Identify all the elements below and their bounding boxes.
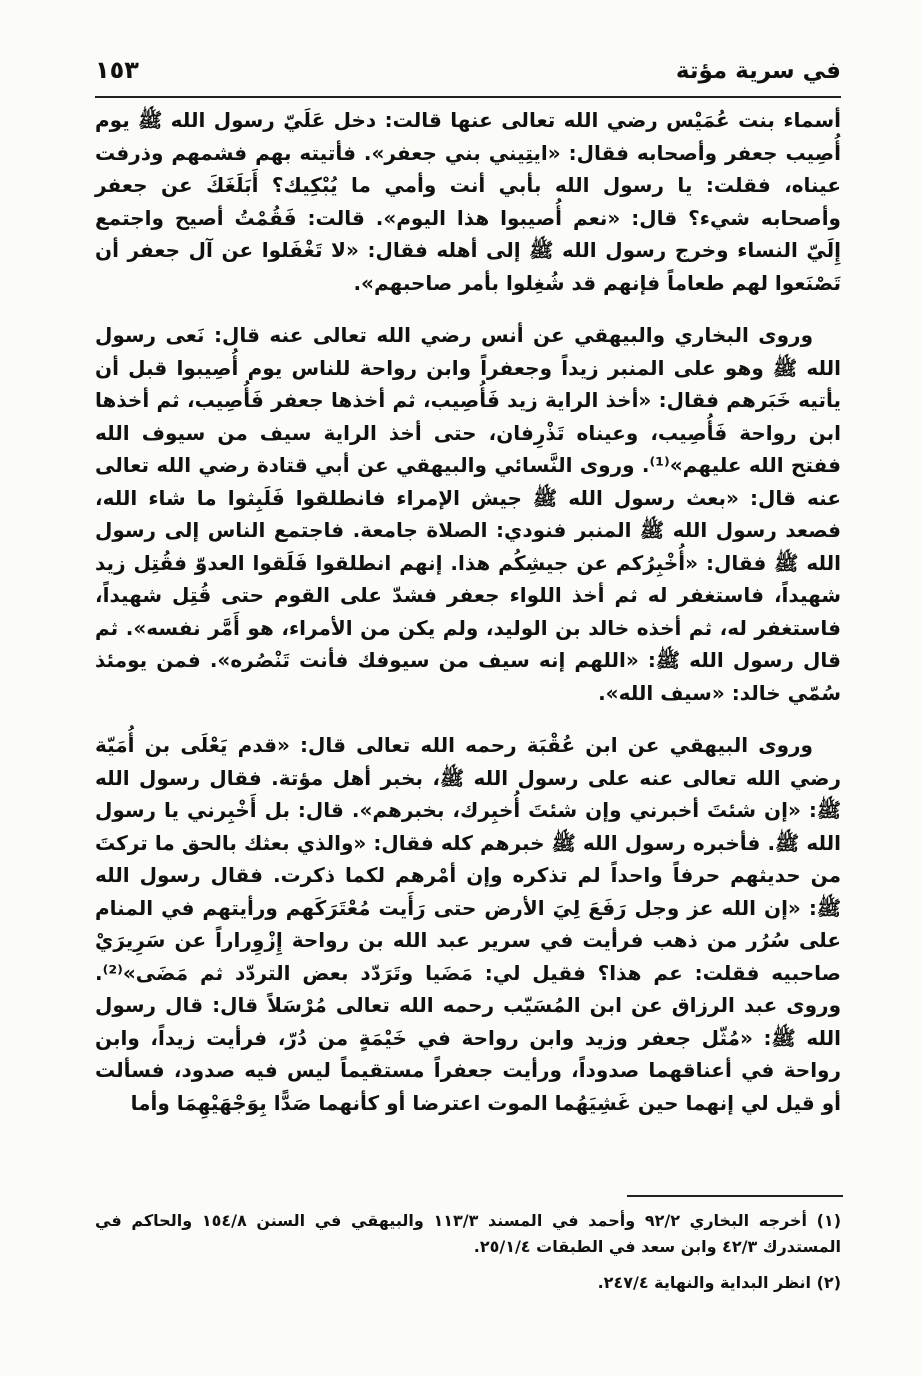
paragraph: وروى البخاري والبيهقي عن أنس رضي الله تعالى عنه قال: نَعى رسول الله ﷺ وهو على المنبر زيداً وجعفراً وابن رواحة للناس يوم أُصِيبوا قبل أن يأتيه خَبَرهم فقال: «أخذ الراية زيد فَأُصِيب، ثم أخذها جعفر فَأُصِيب، ثم أخذها ابن رواحة فَأُصِيب، وعيناه تَذْرِفان، حتى أخذ الراية سيف من سيوف الله ففتح الله عليهم»⁽¹⁾. وروى النَّسائي والبيهقي عن أبي قتادة رضي الله تعالى عنه قال: «بعث رسول الله ﷺ جيش الإمراء فانطلقوا فَلَبِثوا ما شاء الله، فصعد رسول الله ﷺ المنبر فنودي: الصلاة جامعة. فاجتمع الناس إلى رسول الله ﷺ فقال: «أُخْبِرُكم عن جيشِكُم هذا. إنهم انطلقوا فَلَقوا العدوّ فقُتِل زيد شهيداً، فاستغفر له ثم أخذ اللواء جعفر فشدّ على القوم حتى قُتِل شهيداً، فاستغفر له، ثم أخذه خالد بن الوليد، ولم يكن من الأمراء، هو أَمَّر نفسه». ثم قال رسول الله ﷺ: «اللهم إنه سيف من سيوفك فأنت تَنْصُره». فمن يومئذ سُمّي خالد: «سيف الله». [95,323,841,705]
running-title: في سرية مؤتة [675,58,841,84]
footnote: (١) أخرجه البخاري ٩٢/٢ وأحمد في المسند ١١٣/٣ والبيهقي في السنن ١٥٤/٨ والحاكم في المستدرك ٤٢/٣ وابن سعد في الطبقات ٢٥/١/٤. [95,1211,841,1256]
header-rule [95,96,841,98]
paragraph: وروى البيهقي عن ابن عُقْبَة رحمه الله تعالى قال: «قدم يَعْلَى بن أُمَيّة رضي الله تعالى عنه على رسول الله ﷺ، بخبر أهل مؤتة. فقال رسول الله ﷺ: «إن شئتَ أخبرني وإن شئتَ أُخبِرك، بخبرهم». قال: بل أَخْبِرني يا رسول الله ﷺ. فأخبره رسول الله ﷺ خبرهم كله فقال: «والذي بعثك بالحق ما تركتَ من حديثهم حرفاً واحداً لم تذكره وإن أمْرهم لكما ذكرت. فقال رسول الله ﷺ: «إن الله عز وجل رَفَعَ لِيَ الأرض حتى رَأَيت مُعْتَرَكَهم ورأيتهم في المنام على سُرُر من ذهب فرأيت في سرير عبد الله بن رواحة إِزْوِراراً عن سَرِيرَيْ صاحبيه فقلت: عم هذا؟ فقيل لي: مَضَيا وتَرَدّد بعض التردّد ثم مَضَى»⁽²⁾. وروى عبد الرزاق عن ابن المُسَيّب رحمه الله تعالى مُرْسَلاً قال: قال رسول الله ﷺ: «مُثّل جعفر وزيد وابن رواحة في خَيْمَةٍ من دُرّ، فرأيت زيداً، وابن رواحة في أعناقهما صدوداً، ورأيت جعفراً مستقيماً ليس فيه صدود، فسألت أو قيل لي إنهما حين غَشِيَهُما الموت اعترضا أو كأنهما صَدًّا بِوَجْهَيْهِمَا وأما [95,733,841,1115]
page-number: ١٥٣ [95,56,139,84]
main-text [95,104,841,1119]
footnote: (٢) انظر البداية والنهاية ٢٤٧/٤. [597,1273,841,1292]
running-header [95,52,841,92]
footnote-rule [627,1195,843,1197]
footnotes [95,1208,841,1306]
paragraph: أسماء بنت عُمَيْس رضي الله تعالى عنها قالت: دخل عَلَيّ رسول الله ﷺ يوم أُصِيب جعفر وأصحابه فقال: «ايتِيني بني جعفر». فأتيته بهم فشمهم وذرفت عيناه، فقلت: يا رسول الله بأبي أنت وأمي ما يُبْكِيك؟ أَبَلَغَكَ عن جعفر وأصحابه شيء؟ قال: «نعم أُصيبوا هذا اليوم». قالت: فَقُمْتُ أصيح واجتمع إِلَيّ النساء وخرج رسول الله ﷺ إلى أهله فقال: «لا تَغْفَلوا عن آل جعفر أن تَصْنَعوا لهم طعاماً فإنهم قد شُغِلوا بأمر صاحبهم». [95,108,841,295]
